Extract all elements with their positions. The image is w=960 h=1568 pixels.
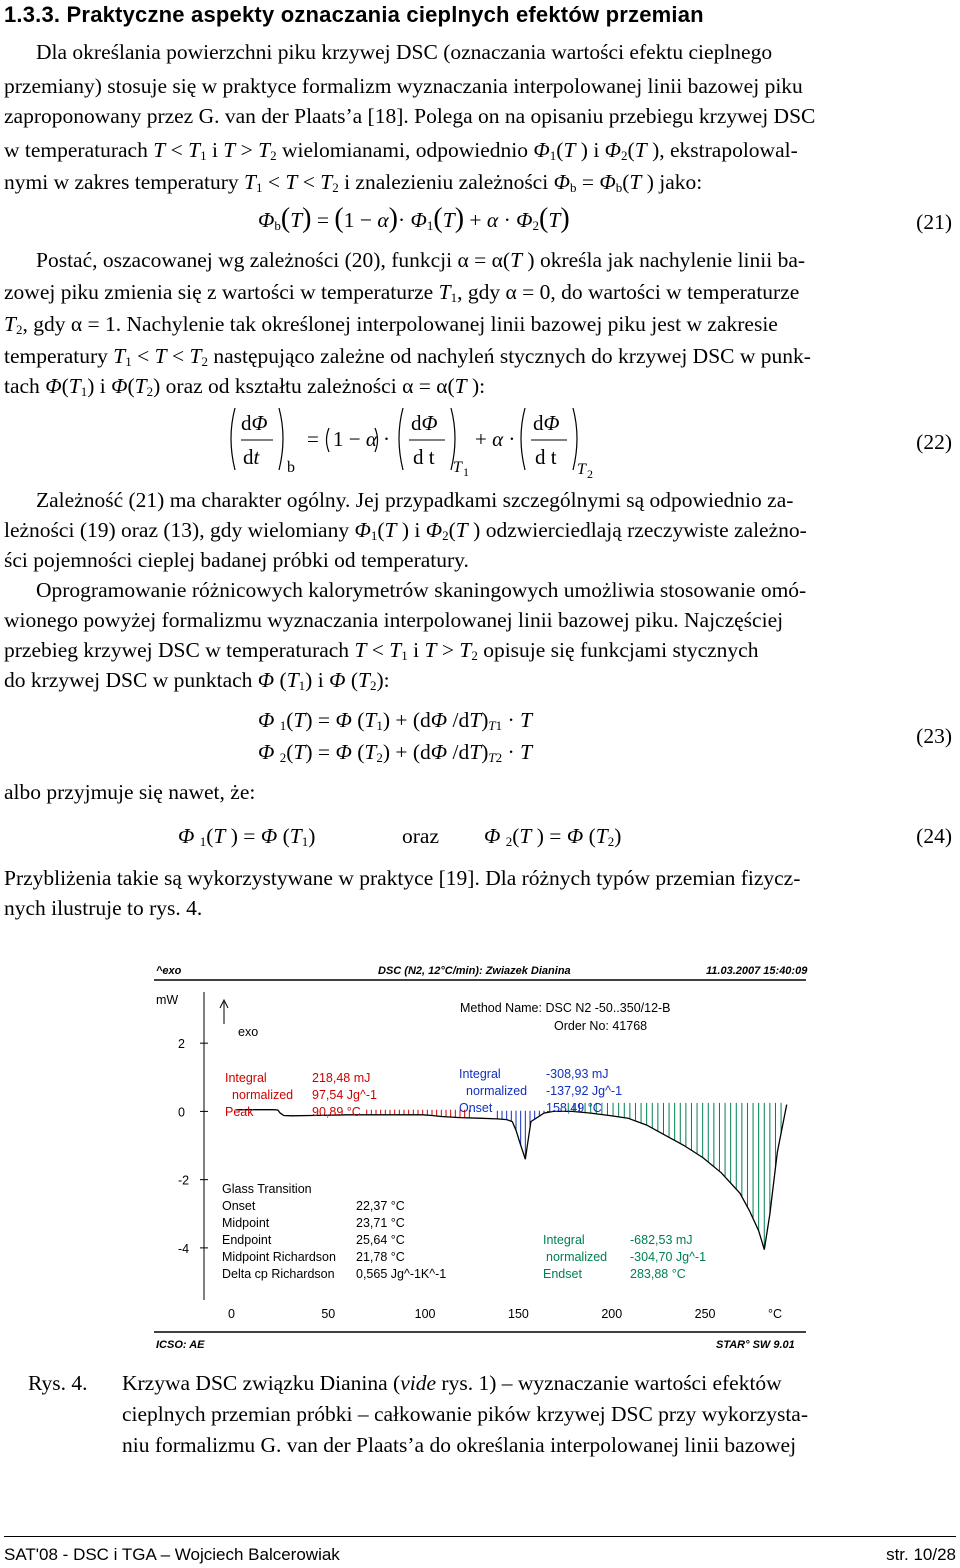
y-tick-label: 2 <box>178 1037 185 1052</box>
gt-value-6: 0,565 Jg^-1K^-1 <box>356 1267 447 1281</box>
page-footer <box>4 1536 956 1565</box>
x-tick-label: 150 <box>508 1307 529 1321</box>
ann1-value-2: 97,54 Jg^-1 <box>312 1088 377 1102</box>
x-tick-label: 0 <box>228 1307 235 1321</box>
ann1-label-3: Peak <box>225 1105 254 1119</box>
svg-text:b: b <box>287 459 295 476</box>
gt-value-2: 22,37 °C <box>356 1199 405 1213</box>
text: do krzywej DSC w punktach <box>4 668 253 692</box>
text: rys. 1) – wyznaczanie wartości efektów <box>436 1371 782 1395</box>
y-tick-label: -4 <box>178 1241 190 1256</box>
equation-21: $\Phi_b(T) = (1 - \alpha)\cdot \Phi_1(T) + \alpha \cdot \Phi_2(T)$ <box>258 203 570 234</box>
text: opisuje się funkcjami stycznych <box>483 638 759 662</box>
para1-line5: nymi w zakres temperatury $T_1 < T < T_2$ i znalezieniu zależności $\Phi_b = \Phi_b(T$ ) jako: <box>4 170 703 195</box>
para4-line3: przebieg krzywej DSC w temperaturach $T < T_1$ i $T > T_2$ opisuje się funkcjami stycznych <box>4 638 759 663</box>
x-axis-label: °C <box>768 1307 783 1321</box>
gt-value-4: 25,64 °C <box>356 1233 405 1247</box>
para1-line3: zaproponowany przez G. van der Plaats’a [18]. Polega on na opisaniu przebiegu krzywej DSC <box>4 104 816 128</box>
exo-label: exo <box>238 1025 259 1039</box>
svg-text:+ α ·: + α · <box>475 427 516 451</box>
ann1-label-2: normalized <box>232 1088 294 1102</box>
gt-label-3: Midpoint <box>222 1216 270 1230</box>
svg-text:dt: dt <box>243 445 260 469</box>
ann2-value-1: -308,93 mJ <box>546 1067 609 1081</box>
para4-line1: Oprogramowanie różnicowych kalorymetrów skaningowych umożliwia stosowanie omó- <box>36 578 807 602</box>
gt-label-4: Endpoint <box>222 1233 272 1247</box>
chart-header-right: 11.03.2007 15:40:09 <box>706 965 808 977</box>
equation-22 <box>225 400 625 482</box>
para2-line4: temperatury $T_1 < T < T_2$ następująco zależne od nachyleń stycznych do krzywej DSC w punk- <box>4 344 811 369</box>
gt-label-6: Delta cp Richardson <box>222 1267 335 1281</box>
svg-text:d t: d t <box>535 445 557 469</box>
text: w temperaturach <box>4 138 148 162</box>
svg-text:1 − α: 1 − α <box>333 427 377 451</box>
x-tick-label: 250 <box>694 1307 716 1321</box>
text: , gdy α = 1. Nachylenie tak określonej interpolowanej linii bazowej piku jest w zakresie <box>22 312 778 336</box>
y-tick-label: 0 <box>178 1105 185 1120</box>
equation-24-oraz: oraz <box>402 824 439 848</box>
figure-caption-label: Rys. 4. <box>28 1371 88 1395</box>
svg-text:dΦ: dΦ <box>411 411 438 435</box>
ann2-value-3: 158,49 °C <box>546 1101 602 1115</box>
gt-value-5: 21,78 °C <box>356 1250 405 1264</box>
page-number: str. 10/28 <box>886 1545 956 1564</box>
para2-line2: zowej piku zmienia się z wartości w temperaturze $T_1$, gdy α = 0, do wartości w temperaturze <box>4 280 800 305</box>
chart-header-center: DSC (N2, 12°C/min): Zwiazek Dianina <box>378 965 571 977</box>
method-name: Method Name: DSC N2 -50..350/12-B <box>460 1001 671 1015</box>
text: wielomianami, odpowiednio <box>282 138 529 162</box>
y-axis-label: mW <box>156 993 179 1007</box>
svg-text:T: T <box>453 459 462 476</box>
y-tick-label: -2 <box>178 1173 190 1188</box>
ann2-value-2: -137,92 Jg^-1 <box>546 1084 623 1098</box>
svg-text:T: T <box>577 461 586 478</box>
ann2-label-3: Onset <box>459 1101 493 1115</box>
text: odzwierciedlają rzeczywiste zależno- <box>485 518 807 542</box>
para2-line5: tach $\Phi(T_1)$ i $\Phi(T_2)$ oraz od kształtu zależności α = α(T ): <box>4 374 486 399</box>
text: temperatury <box>4 344 108 368</box>
footer-left: SAT'08 - DSC i TGA – Wojciech Balcerowiak <box>4 1545 340 1564</box>
para3-line2: leżności (19) oraz (13), gdy wielomiany $\Phi_1(T$ ) i $\Phi_2(T$ ) odzwierciedlają rzeczywiste zależno- <box>4 518 807 543</box>
text: nymi w zakres temperatury <box>4 170 239 194</box>
text: leżności (19) oraz (13), gdy wielomiany <box>4 518 350 542</box>
ann1-value-3: 90,89 °C <box>312 1105 361 1119</box>
para2-line1: Postać, oszacowanej wg zależności (20), funkcji α = α(T ) określa jak nachylenie linii ba- <box>36 248 806 272</box>
ann1-label-1: Integral <box>225 1071 267 1085</box>
gt-label-5: Midpoint Richardson <box>222 1250 336 1264</box>
section-heading: 1.3.3. Praktyczne aspekty oznaczania cieplnych efektów przemian <box>4 2 704 27</box>
chart-footer-right: STAR° SW 9.01 <box>716 1339 795 1350</box>
equation-23-line1: Φ $_1$(T) = Φ $(T_1) + (d\Phi$ $/dT)_{T1} \cdot T$ <box>258 708 533 733</box>
ann1-value-1: 218,48 mJ <box>312 1071 371 1085</box>
ann3-value-2: -304,70 Jg^-1 <box>630 1250 707 1264</box>
albo-line: albo przyjmuje się nawet, że: <box>4 780 256 804</box>
chart-footer-left: ICSO: AE <box>156 1339 205 1350</box>
svg-text:2: 2 <box>587 467 593 481</box>
text: następująco zależne od nachyleń stycznych do krzywej DSC w punk- <box>213 344 811 368</box>
text: zowej piku zmienia się z wartości w temperaturze <box>4 280 434 304</box>
order-no: Order No: 41768 <box>554 1019 648 1033</box>
svg-text:dΦ: dΦ <box>533 411 560 435</box>
para4-line4: do krzywej DSC w punktach Φ $(T_1)$ i Φ $(T_2)$: <box>4 668 390 693</box>
para5-line1: Przybliżenia takie są wykorzystywane w praktyce [19]. Dla różnych typów przemian fizycz- <box>4 866 801 890</box>
chart-header-left: ^exo <box>156 965 182 977</box>
text: oraz od kształtu zależności <box>165 374 397 398</box>
para4-line2: wionego powyżej formalizmu wyznaczania interpolowanej linii bazowej piku. Najczęściej <box>4 608 784 632</box>
caption-line-3: niu formalizmu G. van der Plaats’a do określania interpolowanej linii bazowej <box>122 1433 797 1457</box>
ann3-label-1: Integral <box>543 1233 585 1247</box>
text: , ekstrapolowal- <box>659 138 798 162</box>
para3-line1: Zależność (21) ma charakter ogólny. Jej przypadkami szczególnymi są odpowiednio za- <box>36 488 794 512</box>
text: tach <box>4 374 40 398</box>
equation-23-number: (23) <box>916 724 952 748</box>
text: przebieg krzywej DSC w temperaturach <box>4 638 350 662</box>
svg-text:=: = <box>307 427 319 451</box>
para2-line3: $T_2$, gdy α = 1. Nachylenie tak określonej interpolowanej linii bazowej piku jest w zakresie <box>4 312 778 337</box>
svg-text:dΦ: dΦ <box>241 411 268 435</box>
gt-label-1: Glass Transition <box>222 1182 312 1196</box>
x-tick-label: 50 <box>321 1307 336 1321</box>
para1-line2: przemiany) stosuje się w praktyce formalizm wyznaczania interpolowanej linii bazowej piku <box>4 74 803 98</box>
ann3-label-3: Endset <box>543 1267 582 1281</box>
figure-caption-text <box>122 1368 942 1461</box>
text: Krzywa DSC związku Dianina ( <box>122 1371 401 1395</box>
text: i znalezieniu zależności <box>344 170 549 194</box>
dsc-figure <box>150 962 810 1350</box>
equation-24-right: Φ $_2$(T ) = Φ $(T_2)$ <box>484 824 622 849</box>
caption-line-2: cieplnych przemian próbki – całkowanie pików krzywej DSC przy wykorzysta- <box>122 1402 809 1426</box>
svg-text:1: 1 <box>463 465 469 479</box>
text: jako: <box>659 170 703 194</box>
text: Postać, oszacowanej wg zależności (20), funkcji <box>36 248 453 272</box>
gt-value-3: 23,71 °C <box>356 1216 405 1230</box>
svg-text:d t: d t <box>413 445 435 469</box>
ann2-label-1: Integral <box>459 1067 501 1081</box>
gt-label-2: Onset <box>222 1199 256 1213</box>
para3-line3: ści pojemności cieplej badanej próbki od temperatury. <box>4 548 469 572</box>
para1-line1: Dla określania powierzchni piku krzywej DSC (oznaczania wartości efektu cieplnego <box>36 40 773 64</box>
para5-line2: nych ilustruje to rys. 4. <box>4 896 203 920</box>
x-tick-label: 200 <box>601 1307 623 1321</box>
ann3-value-1: -682,53 mJ <box>630 1233 693 1247</box>
ann3-label-2: normalized <box>546 1250 608 1264</box>
text: vide <box>400 1371 437 1395</box>
equation-22-number: (22) <box>916 430 952 454</box>
text: określa jak nachylenie linii ba- <box>539 248 806 272</box>
text: , gdy α = 0, do wartości w temperaturze <box>457 280 800 304</box>
equation-24-left: Φ $_1$(T ) = Φ $(T_1)$ <box>178 824 316 849</box>
para1-line4: w temperaturach $T < T_1$ i $T > T_2$ wielomianami, odpowiednio $\Phi_1(T$ ) i $\Phi_2(T$ ), ekstrapolowal- <box>4 138 798 163</box>
svg-text:·: · <box>383 427 390 451</box>
ann3-value-3: 283,88 °C <box>630 1267 686 1281</box>
equation-24-number: (24) <box>916 824 952 848</box>
caption-line-1 <box>122 1368 942 1399</box>
equation-23-line2: Φ $_2$(T) = Φ $(T_2) + (d\Phi$ $/dT)_{T2} \cdot T$ <box>258 740 533 765</box>
equation-21-number: (21) <box>916 210 952 234</box>
x-tick-label: 100 <box>414 1307 436 1321</box>
ann2-label-2: normalized <box>466 1084 528 1098</box>
